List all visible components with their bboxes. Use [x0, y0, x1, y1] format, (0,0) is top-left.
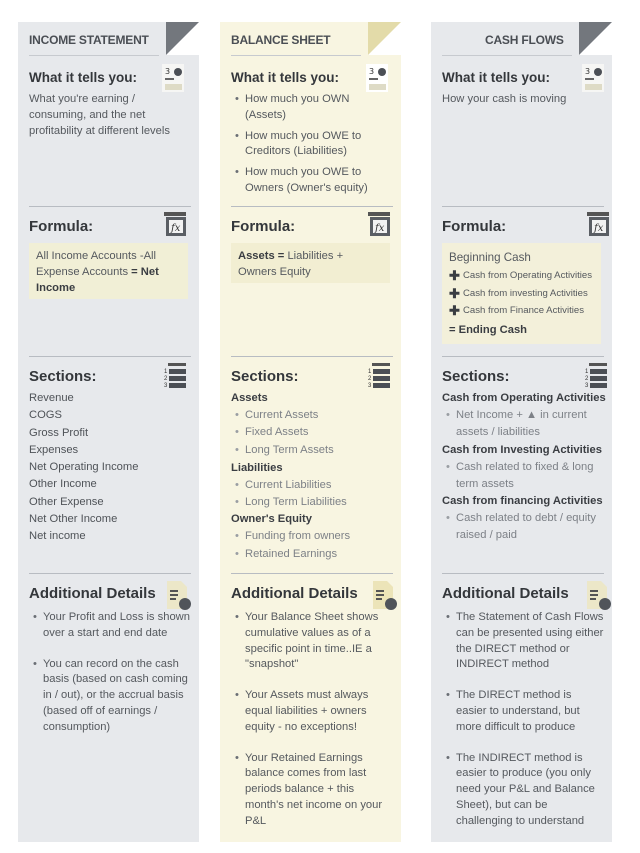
details-list — [231, 610, 393, 845]
divider — [442, 356, 604, 357]
divider — [29, 573, 191, 574]
page-fold-corner — [368, 22, 401, 55]
divider — [29, 55, 159, 56]
formula-row-label: Cash from Finance Activities — [463, 305, 585, 316]
formula-box — [29, 243, 188, 299]
column-title: INCOME STATEMENT — [29, 33, 149, 47]
what-list — [231, 92, 393, 202]
group-heading: Assets — [231, 392, 268, 404]
formula-text: Liabilities + Owners Equity — [238, 250, 344, 278]
formula-end: = Ending Cash — [449, 323, 528, 336]
sections-heading: Sections: — [29, 368, 97, 385]
divider — [231, 356, 393, 357]
svg-text:2: 2 — [585, 376, 589, 382]
list-item: COGS — [29, 409, 62, 422]
svg-text:3: 3 — [369, 67, 375, 76]
list-item: • How much you OWE to Owners (Owner's equity) — [245, 165, 393, 197]
list-item: • Cash related to fixed & long term assets — [456, 459, 608, 494]
formula-row-label: Cash from investing Activities — [463, 287, 588, 299]
plus-icon: ✚ — [449, 303, 460, 318]
list-item: Net income — [29, 530, 86, 543]
what-text: What you're earning / consuming, and the net profitability at different levels — [29, 93, 170, 137]
page-fold-corner — [579, 22, 612, 55]
svg-text:1: 1 — [585, 369, 589, 375]
svg-text:fx: fx — [594, 223, 604, 234]
group-list — [231, 477, 393, 512]
divider — [442, 206, 604, 207]
divider — [442, 573, 604, 574]
list-item: • How much you OWE to Creditors (Liabilities) — [245, 129, 393, 161]
list-item: Net Other Income — [29, 513, 118, 526]
formula-box — [442, 243, 601, 344]
list-item: • Your Assets must always equal liabilities + owners equity - no exceptions! — [245, 688, 393, 735]
what-heading: What it tells you: — [29, 70, 137, 85]
svg-text:3: 3 — [585, 383, 589, 389]
plus-icon: ✚ — [449, 268, 460, 283]
divider — [442, 55, 572, 56]
formula-row — [449, 302, 594, 320]
group-heading: Cash from Operating Activities — [442, 392, 606, 404]
group-list — [231, 528, 393, 563]
svg-text:fx: fx — [171, 223, 181, 234]
svg-text:2: 2 — [368, 376, 372, 382]
group-list — [442, 510, 608, 545]
list-item: Other Expense — [29, 495, 104, 508]
svg-text:2: 2 — [164, 376, 168, 382]
group-heading: Owner's Equity — [231, 513, 312, 526]
sections-groups — [231, 390, 393, 563]
details-heading: Additional Details — [442, 585, 569, 602]
svg-text:fx: fx — [375, 223, 385, 234]
income-statement-column — [18, 22, 199, 842]
formula-box — [231, 243, 390, 283]
details-list — [29, 610, 191, 751]
sections-groups — [442, 390, 608, 545]
list-item: • You can record on the cash basis (based on cash coming in / out), or the accrual basis (based off of earnings / consumption) — [43, 657, 191, 736]
group-list — [442, 459, 608, 494]
page-fold-corner — [166, 22, 199, 55]
column-title: CASH FLOWS — [485, 33, 564, 47]
column-title: BALANCE SHEET — [231, 33, 331, 47]
list-item: Other Income — [29, 478, 97, 491]
divider — [29, 356, 191, 357]
plus-icon: ✚ — [449, 285, 460, 301]
list-item: • Long Term Liabilities — [245, 494, 393, 511]
what-text: How your cash is moving — [442, 93, 567, 105]
details-heading: Additional Details — [231, 585, 358, 602]
svg-text:3: 3 — [368, 383, 372, 389]
group-heading: Liabilities — [231, 461, 283, 474]
list-item: • The Statement of Cash Flows can be presented using either the DIRECT method or INDIRECT method — [456, 610, 604, 673]
sections-heading: Sections: — [442, 368, 510, 385]
formula-heading: Formula: — [29, 218, 94, 235]
divider — [231, 55, 361, 56]
balance-sheet-column — [220, 22, 401, 842]
list-item: • The DIRECT method is easier to understand, but more difficult to produce — [456, 688, 604, 735]
svg-text:1: 1 — [164, 369, 168, 375]
list-item: • Net Income + ▲ in current assets / liabilities — [456, 407, 608, 442]
list-item: • Your Retained Earnings balance comes from last periods balance + this month's net income on your P&L — [245, 751, 393, 830]
group-list — [231, 407, 393, 459]
list-item: • Retained Earnings — [245, 546, 393, 563]
group-list — [442, 407, 608, 442]
list-item: Net Operating Income — [29, 461, 139, 474]
list-item: Expenses — [29, 443, 79, 456]
list-item: • Current Liabilities — [245, 477, 393, 494]
list-item: • Current Assets — [245, 407, 393, 424]
list-item: Revenue — [29, 392, 74, 404]
group-heading: Cash from financing Activities — [442, 495, 603, 508]
details-list — [442, 610, 604, 845]
formula-heading: Formula: — [442, 218, 507, 235]
list-item: • Your Balance Sheet shows cumulative values as of a specific point in time..IE a "snapshot" — [245, 610, 393, 673]
list-item: • Long Term Assets — [245, 442, 393, 459]
svg-text:3: 3 — [585, 67, 591, 76]
formula-fx-icon — [164, 212, 188, 243]
formula-row — [449, 285, 594, 303]
details-heading: Additional Details — [29, 585, 156, 602]
list-item: • Your Profit and Loss is shown over a start and end date — [43, 610, 191, 642]
formula-fx-icon — [368, 212, 392, 243]
what-heading: What it tells you: — [231, 70, 339, 85]
group-heading: Cash from Investing Activities — [442, 443, 602, 456]
list-item: • Funding from owners — [245, 528, 393, 545]
list-item: • How much you OWN (Assets) — [245, 92, 393, 124]
list-item: • The INDIRECT method is easier to produce (you only need your P&L and Balance Sheet), but can be challenging to understand — [456, 751, 604, 830]
divider — [231, 206, 393, 207]
formula-text: All Income Accounts -All Expense Accounts — [36, 250, 157, 278]
list-item: • Cash related to debt / equity raised / paid — [456, 510, 608, 545]
formula-row-label: Cash from Operating Activities — [463, 270, 593, 281]
formula-heading: Formula: — [231, 218, 296, 235]
list-item: Gross Profit — [29, 426, 89, 439]
svg-text:3: 3 — [164, 383, 168, 389]
svg-text:1: 1 — [368, 369, 372, 375]
formula-lhs: Assets = — [238, 250, 285, 262]
formula-fx-icon — [587, 212, 611, 243]
cash-flows-column — [431, 22, 612, 842]
formula-result: = Net Income — [36, 266, 159, 294]
formula-row — [449, 267, 594, 285]
sections-heading: Sections: — [231, 368, 299, 385]
sections-list — [29, 390, 191, 546]
list-item: • Fixed Assets — [245, 424, 393, 441]
divider — [29, 206, 191, 207]
formula-start: Beginning Cash — [449, 251, 531, 264]
divider — [231, 573, 393, 574]
what-heading: What it tells you: — [442, 70, 550, 85]
svg-text:3: 3 — [165, 67, 171, 76]
